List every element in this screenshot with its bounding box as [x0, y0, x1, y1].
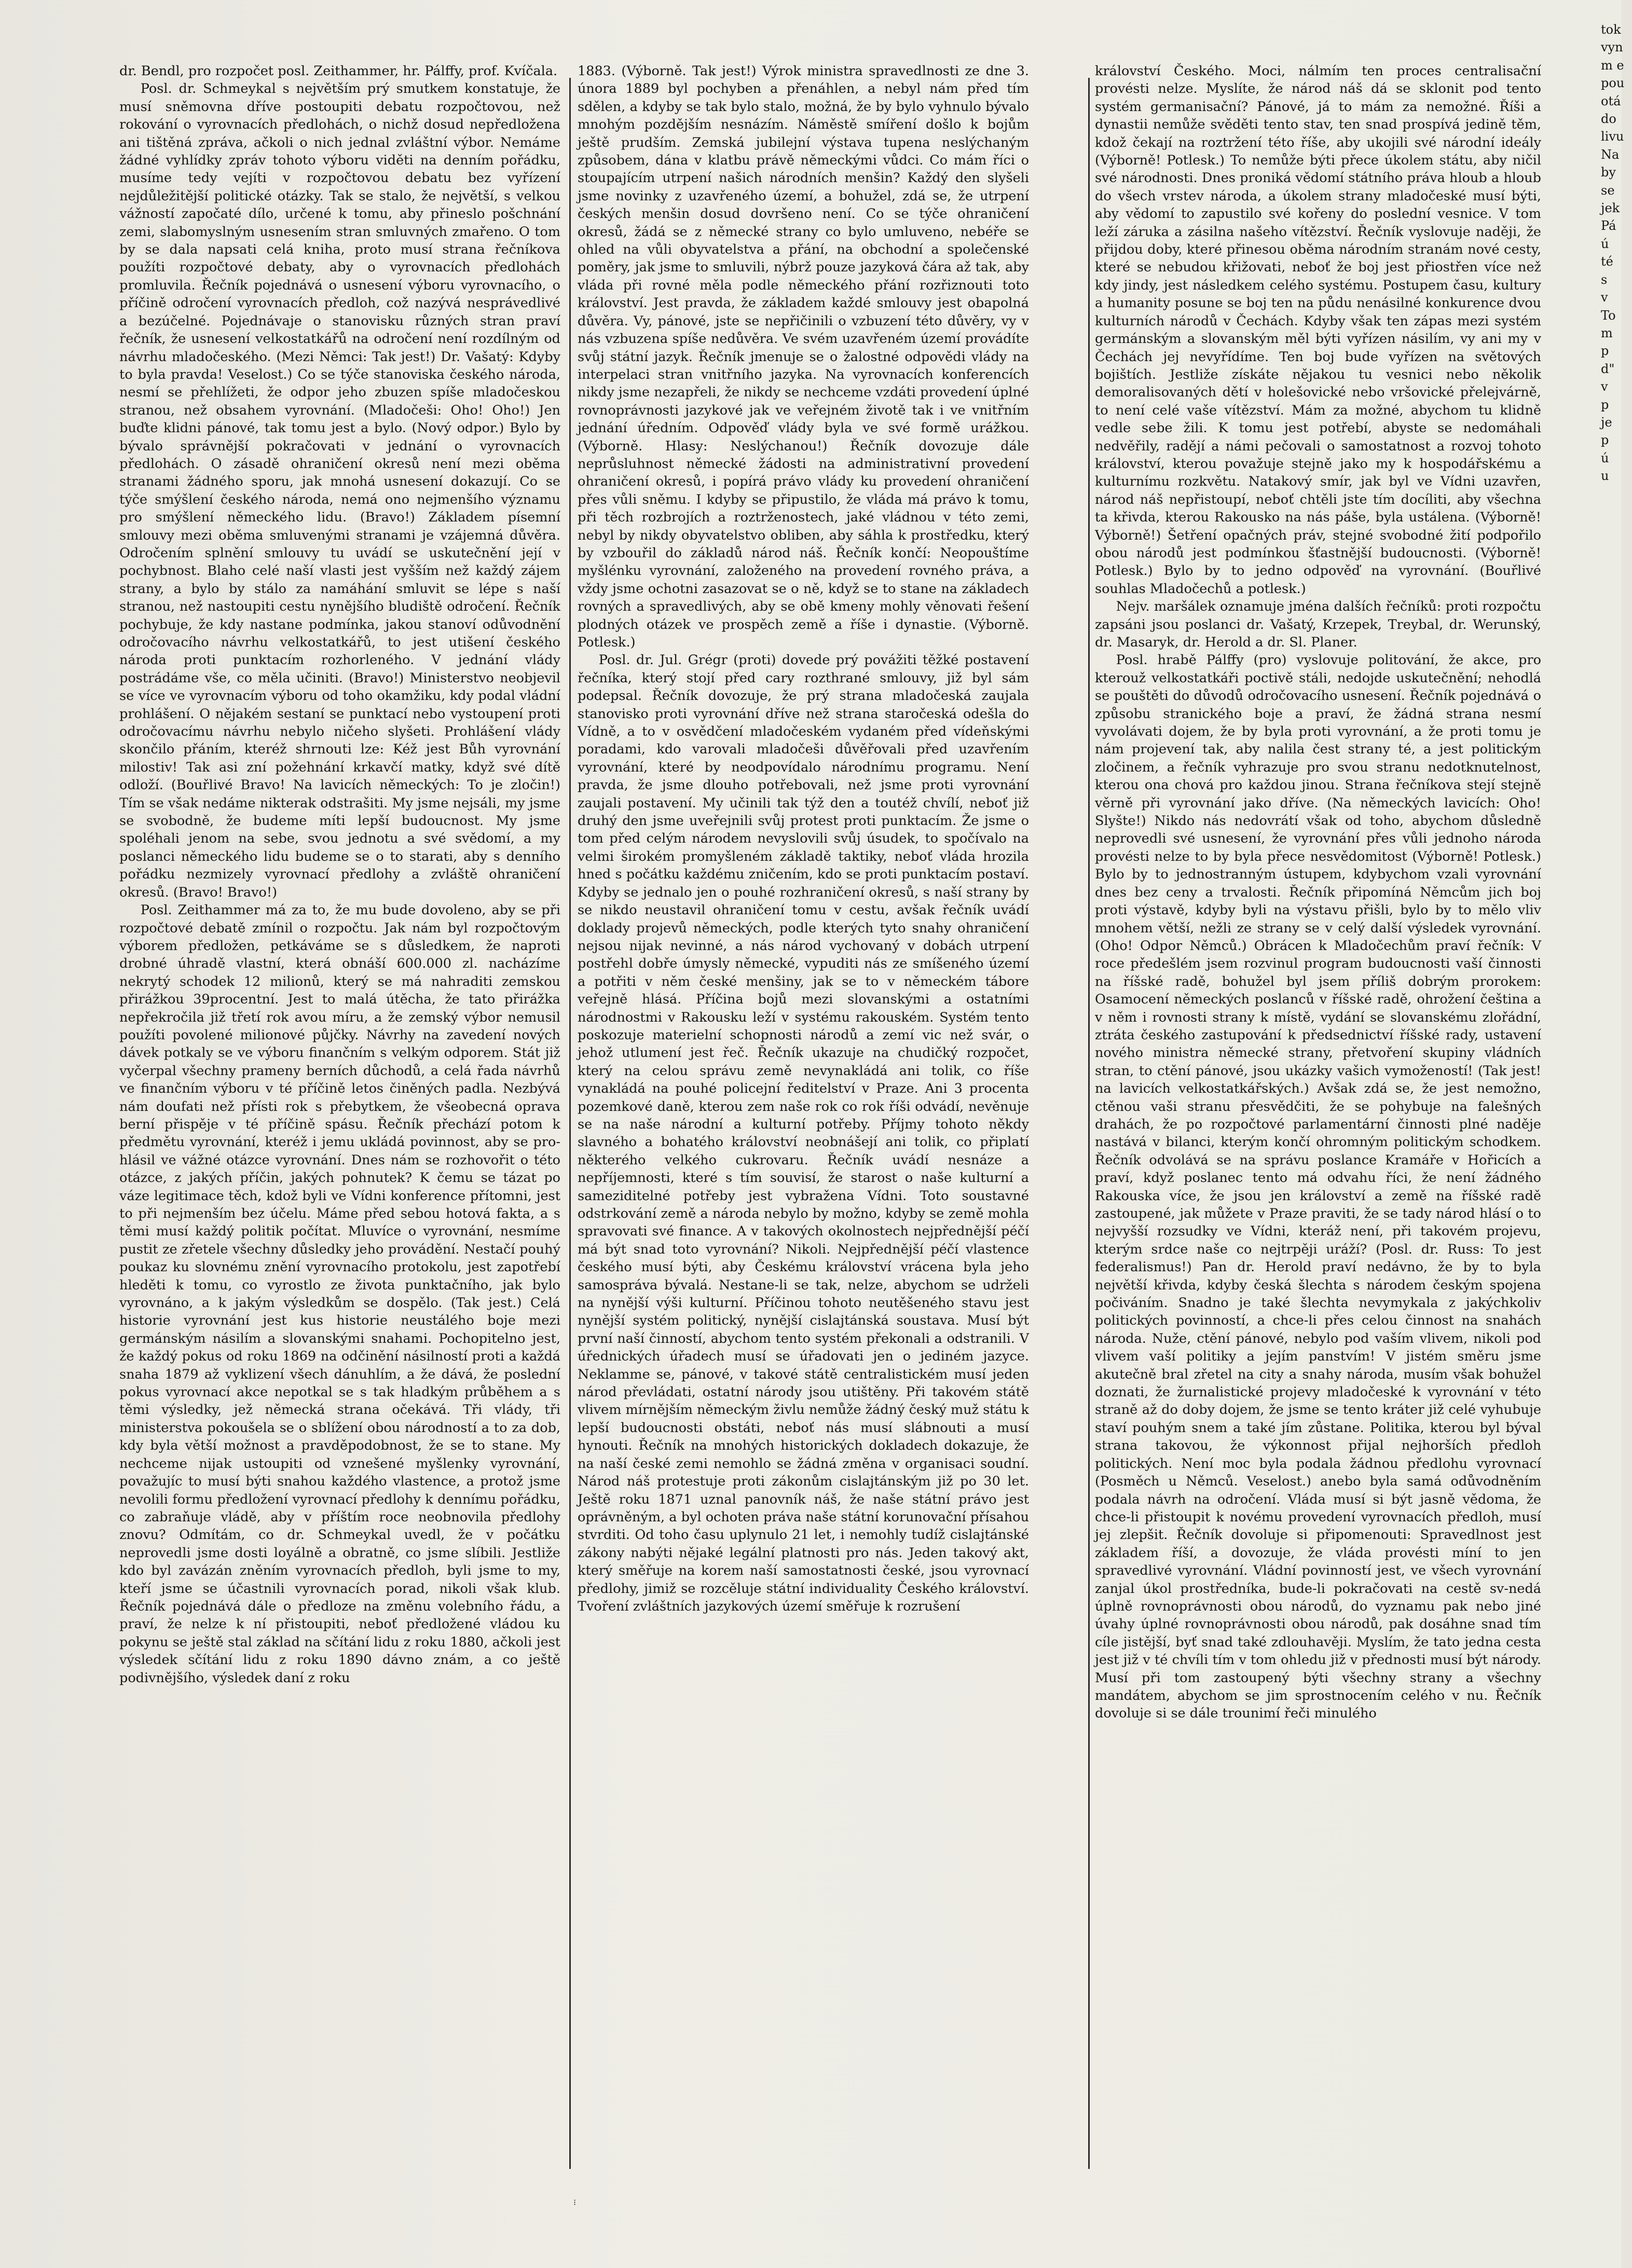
fragment-line: To: [1601, 308, 1616, 323]
text-column-2: [578, 62, 1029, 2169]
fragment-line: p: [1601, 343, 1609, 359]
fragment-line: v: [1601, 290, 1608, 305]
fragment-line: do: [1601, 112, 1616, 127]
fragment-line: v: [1601, 379, 1608, 394]
adjacent-page-fragment: [1601, 21, 1632, 540]
fragment-line: vyn: [1601, 40, 1623, 55]
fragment-line: by: [1601, 165, 1616, 180]
fragment-line: p: [1601, 433, 1609, 448]
fragment-line: livu: [1601, 129, 1624, 144]
paragraph: 1883. (Výborně. Tak jest!) Výrok ministra spravedlnosti ze dne 3. února 1889 byl pochyben a přenáhlen, a nebyl nám před tím sdělen, a kdyby se tak bylo stalo, možná, že by bylo vyhnulo bývalo mnohým pozdějším nesnázím. Náměstě smíření došlo k bojům ještě prudším. Zemská jubilejní výstava tupena neslýchaným způsobem, dána v klatbu právě německými vůdci. Co mám říci o stoupajícím utrpení našich národních menšin? Každý den slyšeli jsme novinky z uzavřeného území, a bohužel, zdá se, že utrpení českých menšin dosud dovršeno není. Co se týče ohraničení okresů, žádá se z německé strany co bylo umluveno, nebéře se ohled na vůli obyvatelstva a přání, na obchodní a společenské poměry, jak jsme to smluvili, nýbrž pouze jazyková čára až tak, aby vláda při rovné měla podle německého přání rozřiznouti toto království. Jest pravda, že základem každé smlouvy jest obapolná důvěra. Vy, pánové, jste se nepřičinili o vzbuzení této důvěry, vy v nás vzbuzena spíše nedůvěra. Ve svém uzavřeném území provádíte svůj státní jazyk. Řečník jmenuje se o žalostné odpovědi vlády na interpelaci stran vnitřního jazyka. Na vyrovnacích konferencích nikdy jsme nezapřeli, že nikdy se nechceme vzdáti provedení úplné rovnoprávnosti jazykové jak ve veřejném životě tak i ve vnitřním jednání úředním. Odpověď vlády byla ve své formě urážkou. (Výborně. Hlasy: Neslýchanou!) Řečník dovozuje dále neprůsluhnost německé žádosti na administrativní provedení ohraničení okresů, i popírá právo vlády ku provedení ohraničení přes vůli sněmu. I kdyby se připustilo, že vláda má právo k tomu, při těch rozbrojích a roztrženostech, jaké vládnou v této zemi, nebyl by nikdy obyvatelstvo obliben, aby sáhla k prostředku, který by vzbouřil do základů národ náš. Řečník končí: Neopouštíme myšlénku vyrovnání, založeného na provedení rovného práva, a vždy jsme ochotni zasazovat se o ně, když se to stane na základech rovných a spravedlivých, aby se obě kmeny mohly věnovati řešení plodných otázek ve prospěch země a říše i dynastie. (Výborně. Potlesk.): [578, 63, 1030, 650]
column-rule: [1088, 78, 1090, 2169]
fragment-line: Pá: [1601, 218, 1616, 233]
fragment-line: otá: [1601, 93, 1621, 108]
fragment-line: Na: [1601, 147, 1620, 162]
paragraph: království Českého. Moci, nálmím ten proces centralisační provésti nelze. Myslíte, že národ náš dá se sklonit pod tento systém germanisační? Pánové, já to mám za nemožné. Říši a dynastii nemůže svěděti tento stav, ten snad prospívá jedině těm, kdož čekají na roztržení této říše, aby ukojili své národní ideály (Výborně! Potlesk.) To nemůže býti přece úkolem státu, aby ničil své národnosti. Dnes proniká vědomí státního práva hloub a hloub do všech vrstev národa, a úkolem strany mladočeské musí býti, aby vědomí to zapustilo své kořeny do poslední vesnice. V tom leží záruka a zásilna našeho vítězství. Řečník vyslovuje naději, že přijdou doby, které přinesou oběma národním stranám nové cesty, které se nebudou křižovati, neboť že boj jest přiostřen více než kdy jindy, jest následkem celého systému. Postupem času, kultury a humanity posune se boj ten na půdu nenásilné konkurence dvou kulturních národů v Čechách. Kdyby však ten zápas mezi systém germánským a slovanským měl býti vyřízen násilím, vy ani my v Čechách jej nevyřídíme. Ten boj bude vyřízen na světových bojištích. Jestliže získáte nějakou tu vesnici nebo několik demoralisovaných dětí v holešovické nebo vršovické přelejvárně, to není celé vaše vítězství. Mám za možné, abychom tu klidně vedle sebe žili. K tomu jest potřebí, abyste se nedomáhali nedvěřily, radějí a námi pečovali o samostatnost a rozvoj tohoto království, kterou považuje stejně jako my k hospodářskému a kulturnímu rozkvětu. Natakový smír, jak byl ve Vídni uzavřen, národ náš nepřistoupí, neboť chtěli jste tím docíliti, aby všechna ta křivda, kterou Rakousko na nás páše, byla ustálena. (Výborně! Výborně!) Šetření opačných práv, stejné svobodné žití podpořilo obou národů jest podmínkou šťastnější budoucnosti. (Výborně! Potlesk.) Bylo by to jedno odpověď na vyrovnání. (Bouřlivé souhlas Mladočechů a potlesk.): [1095, 63, 1541, 597]
fragment-line: s: [1601, 272, 1608, 287]
fragment-line: pou: [1601, 76, 1625, 91]
text-column-1: [119, 62, 560, 2169]
fragment-line: jek: [1601, 201, 1620, 216]
paragraph: Nejv. maršálek oznamuje jména dalších řečníků: proti rozpočtu zapsáni jsou poslanci dr. Vašatý, Krzepek, Treybal, dr. Werunský, dr. Masaryk, dr. Herold a dr. Sl. Planer.: [1095, 599, 1541, 650]
fragment-line: m e: [1601, 58, 1624, 73]
fragment-line: té: [1601, 254, 1613, 269]
paragraph: Posl. dr. Schmeykal s největším prý smutkem konstatuje, že musí sněmovna dříve postoupiti debatu rozpočtovou, než rokování o vyrovnacích předlohách, o nichž dosud nepředložena ani tištěná zpráva, ačkoli o nich jednal zvláštní výbor. Nemáme žádné vyhlídky zpráv tohoto výboru viděti na denním pořádku, musíme tedy vejíti v rozpočtovou debatu bez vyřízení nejdůležitější politické otázky. Tak se stalo, že největší, s velkou vážností započaté dílo, určené k tomu, aby přineslo pošchnání zemi, slabomyslným usnesením stran smluvných zmařeno. O tom by se dala napsati celá kniha, proto musí strana řečníkova použíti rozpočtové debaty, aby o vyrovnacích předlohách promluvila. Řečník pojednává o usnesení výboru vyrovnacího, o příčině odročení vyrovnacích předloh, což nazývá nesprávedlivé a bezúčelné. Pojednávaje o stanovisku různých stran praví řečník, že usnesení velkostatkářů na odročení není rozdílným od návrhu mladočeského. (Mezi Němci: Tak jest!) Dr. Vašatý: Kdyby to byla pravda! Veselost.) Co se týče stanoviska českého národa, nesmí se přehlížeti, že odpor jeho zbuzen spíše mladočeskou stranou, než obsahem vyrovnání. (Mladočeši: Oho! Oho!) Jen buďte klidni pánové, tak tomu jest a bylo. (Nový odpor.) Bylo by bývalo správnější pokračovati v jednání o vyrovnacích předlohách. O zásadě ohraničení okresů není mezi oběma stranami žádného sporu, jak mnohá usnesení dokazují. Co se týče smýšlení českého národa, nemá ono nejmenšího významu pro smýšlení německého lidu. (Bravo!) Základem písemní smlouvy mezi oběma smluvenými stranami je vzájemná důvěra. Odročením splnění smlouvy tu uvádí se uskutečnění její v pochybnost. Blaho celé naší vlasti jest vyšším než každý zájem strany, a bylo by stálo za namáhání smluvit se lépe s naší stranou, než nastoupiti cestu nynějšího bludiště odročení. Řečník pochybuje, že kdy nastane podmínka, jakou stanoví odůvodnění odročovacího návrhu velkostatkářů, to jest utišení českého národa proti punktacím rozhorleného. V jednání vlády postrádáme vše, co měla učiniti. (Bravo!) Ministerstvo neobjevil se více ve vyrovnacím výboru od toho okamžiku, kdy podal vládní prohlášení. O nějakém sestaní se punktací nebo vystoupení proti odročovacímu návrhu nebylo ničeho slyšeti. Prohlášení vlády skončilo přáním, kteréž shrnouti lze: Kéž jest Bůh vyrovnání milostiv! Tak asi zní požehnání krkavčí matky, když své dítě odloží. (Bouřlivé Bravo! Na lavicích německých: To je zločin!) Tím se však nedáme nikterak odstrašiti. My jsme nejsáli, my jsme se svobodně, že budeme míti lepší budoucnost. My jsme spoléhali jenom na sebe, svou jednotu a své svědomí, a my poslanci německého lidu budeme se o to starati, aby s denního pořádku nezmizely vyrovnací předlohy a zvláště ohraničení okresů. (Bravo! Bravo!): [119, 81, 560, 900]
text-column-3: [1095, 62, 1541, 2169]
fragment-line: tok: [1601, 22, 1621, 37]
fragment-line: p: [1601, 397, 1609, 412]
fragment-line: ú: [1601, 450, 1609, 465]
fragment-line: m: [1601, 325, 1613, 340]
paragraph: Posl. dr. Jul. Grégr (proti) dovede prý povážiti těžké postavení řečníka, který stojí před cary rozthrané smlouvy, již byl sám podepsal. Řečník dovozuje, že prý strana mladočeská zaujala stanovisko proti vyrovnání dříve než strana staročeská odešla do Vídně, a to v osvědčení mladočeském vydaném před vídeňskými poradami, kdo varovali mladočeši důvěřovali před uzavřením vyrovnání, které by neodpovídalo národnímu programu. Není pravda, že jsme dlouho potřebovali, než jsme proti vyrovnání zaujali postavení. My učinili tak týž den a toutéž chvílí, neboť již druhý den jsme uveřejnili svůj protest proti punktacím. Že jsme o tom před celým národem nevyslovili svůj úsudek, to spočívalo na velmi širokém promyšleném základě taktiky, neboť vláda hrozila hned s počátku každému zničením, kdo se proti punktacím postaví. Kdyby se jednalo jen o pouhé rozhraničení okresů, s naší strany by se nikdo neustavil ohraničení tomu v cestu, avšak řečník uvádí doklady projevů německých, podle kterých tyto snahy ohraničení nejsou nijak nevinné, a nás národ vychovaný v dobách utrpení postřehl dobře úmysly německé, vypuditi nás ze smíšeného území a potřiti v něm české menšiny, jak se to v německém tábore veřejně hlásá. Příčina bojů mezi slovanskými a ostatními národnostmi v Rakousku leží v systému rakouském. Systém tento poskozuje materielní schopnosti národů a zemí vic než svár, o jehož utlumení jest řeč. Řečník ukazuje na chudičký rozpočet, který na celou správu země nevynakládá ani tolik, co říše vynakládá na pouhé policejní ředitelství v Praze. Ani 3 procenta pozemkové daně, kterou zem naše rok co rok říši odvádí, nevěnuje se na naše národní a kulturní potřeby. Příjmy tohoto někdy slavného a bohatého království neobnášejí ani tolik, co připlatí některého velkého cukrovaru. Řečník uvádí nesnáze a nepříjemnosti, které s tím souvisí, že starost o naše kulturní a sameziditelné potřeby jest vybražena Vídni. Toto soustavné odstrkování země a národa nebylo by možno, kdyby se země mohla spravovati své finance. A v takových okolnostech nejpřednější péčí má být snad toto vyrovnání? Nikoli. Nejpřednější péčí vlastence českého musí býti, aby Českému království vrácena byla jeho samospráva bývalá. Nestane-li se tak, nelze, abychom se udrželi na nynější výši kulturní. Příčinou tohoto neutěšeného stavu jest nynější systém politický, nynější cislajtánská soustava. Musí být první naší činností, abychom tento systém překonali a odstranili. V úřednických úřadech musí se úřadovati jen o jediném jazyce. Neklamme se, pánové, v takové státě centralistickém musí jeden národ převládati, ostatní národy jsou utištěny. Při takovém státě vlivem mírnějším německým živlu nemůže žádný český muž státu k lepší budoucnosti obstáti, neboť nás musí slábnouti a musí hynouti. Řečník na mnohých historických dokladech dokazuje, že na naší české zemi nemohlo se žádná změna v organisaci soudní. Národ náš protestuje proti zákonům cislajtánským již po 30 let. Ještě roku 1871 uznal panovník náš, že naše státní právo jest oprávněným, a byl ochoten práva naše státní korunovační přísahou stvrditi. Od toho času uplynulo 21 let, i nemohly tudíž cislajtánské zákony nabýti nějaké legální platnosti pro nás. Jeden takový akt, který směřuje na korem naší samostatnosti české, jsou vyrovnací předlohy, jimiž se rozcěluje státní individuality Českého království. Tvoření zvláštních jazykových území směřuje k rozrušení: [578, 652, 1029, 1614]
fragment-line: je: [1601, 415, 1612, 430]
paragraph: Posl. Zeithammer má za to, že mu bude dovoleno, aby se při rozpočtové debatě zmínil o rozpočtu. Jak nám byl rozpočtovým výborem předložen, petkáváme se s důsledkem, že naproti drobné úhradě vlastní, která obnáší 600.000 zl. nacházíme nekrytý schodek 12 milionů, který se má nahraditi zemskou přirážkou 39procentní. Jest to malá útěcha, že tato přirážka nepřekročila již třetí rok avou míru, a že zemský výbor nemusil použíti povolené milionové půjčky. Návrhy na zavedení nových dávek potkaly se ve výboru finančním s velkým odporem. Stát již vyčerpal všechny prameny berních důchodů, a celá řada návrhů ve finančním výboru v té příčině letos činěných padla. Nezbývá nám doufati než přísti rok s přebytkem, že všeobecná oprava berní přispěje v té příčině spásu. Řečník přechází potom k předmětu vyrovnání, kteréž i jemu ukládá povinnost, aby se pro-hlásil ve vážné otázce vyrovnání. Dnes nám se rozhovořit o této otázce, z jakých příčin, jakých pohnutek? K čemu se tázat po váze legitimace těch, kdož byli ve Vídni konference přítomni, jest to při nejmenším bez účelu. Máme před sebou hotová fakta, a s těmi musí každý politik počítat. Mluvíce o vyrovnání, nesmíme pustit ze zřetele všechny důsledky jeho provádění. Nestačí pouhý poukaz ku slovnému znění vyrovnacího protokolu, jest zapotřebí hleděti k tomu, co vyrostlo ze života punktačního, jak bylo vyrovnáno, a k jakým výsledkům se dospělo. (Tak jest.) Celá historie vyrovnání jest kus historie neustálého boje mezi germánským násilím a slovanskými snahami. Pochopitelno jest, že každý pokus od roku 1869 na odčinění násilností proti a každá snaha 1879 až vyklizení všech dánuhlím, a že dává, že poslední pokus vyrovnací akce nepotkal se s tak hladkým průběhem a s těmi výsledky, jež německá strana očekává. Tři vlády, tři ministerstva pokoušela se o sblížení obou národností a to za dob, kdy byla větší možnost a pravděpodobnost, že se to stane. My nechceme nijak ustoupiti od vznešené myšlenky vyrovnání, považujíc to musí býti snahou každého vlastence, a protož jsme nevolili formu předložení vyrovnací předlohy k dennímu pořádku, co zabraňuje vládě, aby v příštím roce neobnovila předlohy znovu? Odmítám, co dr. Schmeykal uvedl, že v počátku neprovedli jsme dosti loyálně a obratně, co jsme slíbili. Jestliže kdo byl zavázán zněním vyrovnacích předloh, byli jsme to my, kteří jsme se účastnili vyrovnacích porad, nikoli však klub. Řečník pojednává dále o předloze na změnu volebního řádu, a praví, že nelze k ní přistoupiti, neboť předložené vládou ku pokynu se ještě stal základ na sčítání lidu z roku 1880, ačkoli jest výsledek sčítání lidu z roku 1890 dávno znám, a co ještě podivnějšího, výsledek daní z roku: [119, 902, 560, 1686]
fragment-line: u: [1601, 469, 1609, 484]
fragment-line: ú: [1601, 236, 1609, 251]
margin-mark: ⁝: [573, 2197, 577, 2207]
fragment-line: se: [1601, 183, 1615, 198]
fragment-line: d": [1601, 361, 1615, 376]
paragraph: dr. Bendl, pro rozpočet posl. Zeithammer, hr. Pálffy, prof. Kvíčala.: [119, 63, 558, 79]
paragraph: Posl. hrabě Pálffy (pro) vyslovuje politování, že akce, pro kterouž velkostatkáři poctivě stáli, nedojde uskutečnění; nehodlá se pouštěti do důvodů odročovacího usnesení. Řečník pojednává o způsobu stranického boje a praví, že žádná strana nesmí vyvolávati dojem, že by byla proti vyrovnání, a že proti tomu je nám projevení tak, aby nalila čest strany té, a jest politickým zločinem, a řečník vyhrazuje pro svou stranu nedotknutelnost, kterou ona chová pro každou jinou. Strana řečníkova stejí stejně věrně při vyrovnání jako dříve. (Na německých lavicích: Oho! Slyšte!) Nikdo nás nedovrátí však od toho, abychom důsledně neprovedli své usnesení, že vyrovnání přes vůli jednoho národa provésti nelze to by byla přece nesvědomitost (Výborně! Potlesk.) Bylo by to jednostranným ústupem, kdybychom vzali vyrovnání dnes bez ceny a trvalosti. Řečník připomíná Němcům jich boj proti výstavě, kdyby byli na výstavu přišli, bylo by to mělo vliv mnohem větší, nežli ze strany se v celý další výsledek vyrovnání. (Oho! Odpor Němců.) Obrácen k Mladočechům praví řečník: V roce předešlém jsem rozvinul program budoucnosti vaší činnosti na říšské radě, bohužel byl jsem příliš dobrým prorokem: Osamocení německých poslanců v říšské radě, ohrožení čeština a v něm i rovnosti strany k místě, vydání se slovanskému zlořádní, ztráta českého zastupování k předsednictví říšské rady, ustavení nového ministra německé strany, přetvoření skupiny vládních stran, to ctění pánové, jsou ukázky vašich vymožeností! (Tak jest! na lavicích velkostatkářských.) Avšak zdá se, že jest nemožno, ctěnou vaši stranu přesvědčiti, že se pohybuje na falešných drahách, že po rozpočtové parlamentární činnosti plné naděje nastává v bilanci, kterým končí ohromným politickým schodkem. Řečník odvolává se na správu poslance Kramáře v Hořicích a praví, když poslanec tento má odvahu říci, že není žádného Rakouska více, že jsou jen království a země na říšské radě zastoupené, jak můžete v Praze praviti, že se tady národ hlásí o to nejvyšší rozsudky ve Vídni, kteráž není, při takovém projevu, kterým srdce naše co nejtrpěji uráží? (Posl. dr. Russ: To jest federalismus!) Pan dr. Herold praví nedávno, že by to byla největší křivda, kdyby česká šlechta s národem českým spojena počiváním. Snadno je také šlechta nevymykala z jakýchkoliv politických povinností, a chce-li přes celou činnost na snahách národa. Nuže, ctění pánové, nebylo pod vaším vlivem, nikoli pod vlivem vaší politiky a jejím panstvím! V jistém směru jsme akutečně bral zřetel na city a snahy národa, musím však bohužel doznati, že žurnalistické projevy mladočeské k vyrovnání v této straně až do doby dojem, že jsme se tento kráter již celé vyhubuje staví pouhým snem a také jím zůstane. Politika, kterou byl býval strana takovou, že výkonnost přijal nejhorších předloh politických. Není moc byla podala žádnou předlohu vyrovnací (Posměch u Němců. Veselost.) anebo byla samá odůvodněním podala návrh na odročení. Vláda musí si být jasně vědoma, že chce-li přistoupit k novému provedení vyrovnacích předloh, musí jej zlepšit. Řečník dovoluje si připomenouti: Spravedlnost jest základem říší, a dovozuje, že vláda provésti míní to jen spravedlivé vyrovnání. Vládní povinností jest, ve všech vyrovnání zanjal úkol prostředníka, bude-li pokračovati na cestě sv-nedá úplně rovnoprávnosti obou národů, do vyznamu pak nebo jiné úvahy úplné rovnoprávnosti obou národů, pak dosáhne snad tím cíle jistější, byť snad také zdlouhavěji. Myslím, že tato jedna cesta jest již v té chvíli tím v tom ohledu již v přednosti musí být národy. Musí při tom zastoupený býti všechny strany a všechny mandátem, abychom se jim sprostnocením celého v nu. Řečník dovoluje si se dále trounimí řeči minulého: [1095, 652, 1541, 1722]
column-rule: [569, 78, 571, 2169]
